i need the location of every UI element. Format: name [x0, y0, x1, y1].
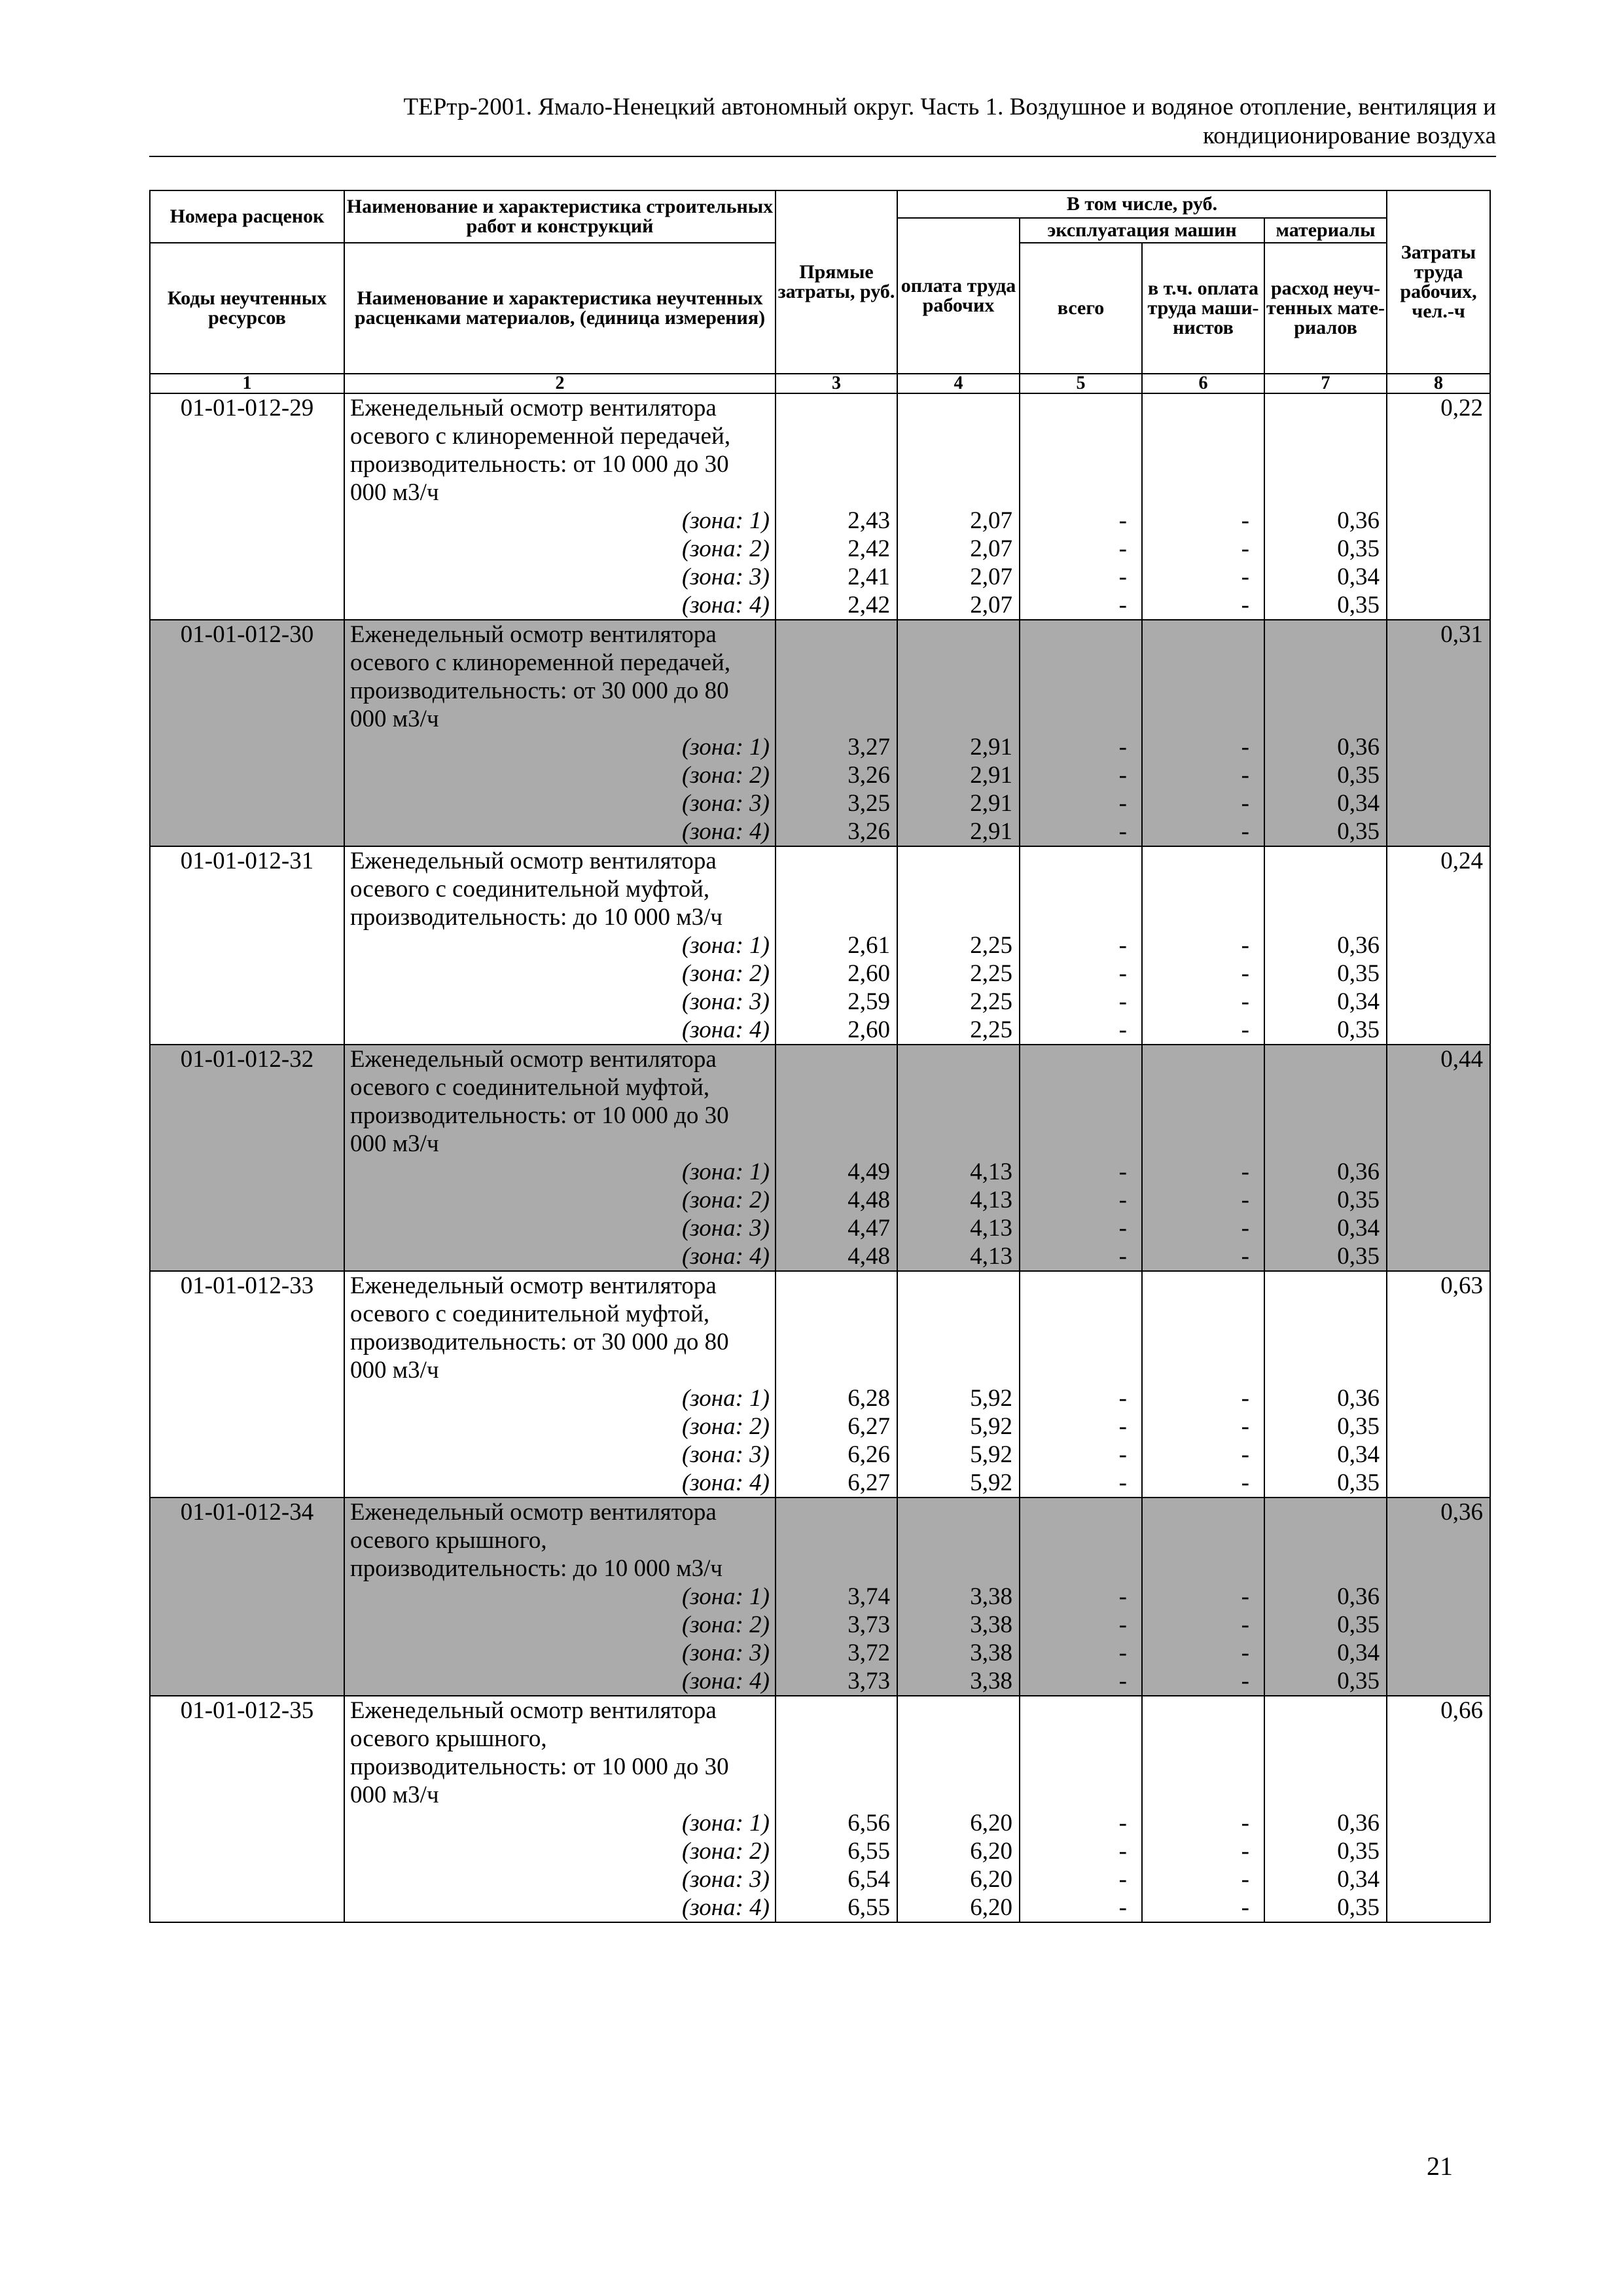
direct-cost: 6,26: [847, 1441, 890, 1468]
header-machinist-pay: в т.ч. оплата труда маши-нистов: [1142, 243, 1264, 374]
worker-pay: 4,13: [970, 1215, 1012, 1242]
direct-cost: 2,61: [847, 932, 890, 959]
labor-cost: 0,31: [1387, 620, 1490, 846]
machinist-pay: -: [1241, 790, 1249, 817]
description-text: Еженедельный осмотр вентилятора осевого с клиноременной передачей, производительность: от 10 000 до 30 000 м3/ч: [350, 395, 731, 506]
rate-description: [344, 620, 776, 846]
machinist-pay: -: [1241, 1187, 1249, 1213]
direct-cost-cell: [776, 393, 897, 620]
material-use: 0,34: [1337, 1441, 1380, 1468]
direct-cost: 3,74: [847, 1583, 890, 1610]
material-use-cell: [1264, 1271, 1387, 1498]
labor-cost: 0,24: [1387, 846, 1490, 1045]
page-number: 21: [1427, 2151, 1453, 2181]
machinist-pay: -: [1241, 592, 1249, 619]
worker-pay-cell: [897, 1271, 1020, 1498]
machine-total: -: [1118, 1243, 1127, 1270]
machine-total: -: [1118, 734, 1127, 761]
labor-cost: 0,66: [1387, 1696, 1490, 1922]
direct-cost: 2,42: [847, 535, 890, 562]
worker-pay: 5,92: [970, 1413, 1012, 1440]
direct-cost: 6,55: [847, 1894, 890, 1921]
zone-label: (зона: 1): [681, 1810, 770, 1837]
worker-pay: 5,92: [970, 1385, 1012, 1412]
labor-cost: 0,22: [1387, 393, 1490, 620]
zone-label: (зона: 1): [681, 734, 770, 761]
direct-cost: 4,48: [847, 1187, 890, 1213]
machinist-pay: -: [1241, 988, 1249, 1015]
worker-pay: 2,07: [970, 535, 1012, 562]
material-use-cell: [1264, 846, 1387, 1045]
material-use: 0,35: [1337, 1838, 1380, 1865]
header-material-name: Наименование и характеристика неучтенных расценками материалов, (единица измерения): [344, 243, 776, 374]
column-number: 6: [1142, 374, 1264, 393]
zone-label: (зона: 4): [681, 818, 770, 845]
labor-cost: 0,36: [1387, 1498, 1490, 1696]
zone-label: (зона: 3): [681, 988, 770, 1015]
zone-label: (зона: 4): [681, 1243, 770, 1270]
header-labor-costs: Затраты труда рабочих, чел.-ч: [1387, 190, 1490, 374]
machinist-pay: -: [1241, 1668, 1249, 1695]
column-number: 3: [776, 374, 897, 393]
material-use: 0,35: [1337, 1668, 1380, 1695]
zone-label: (зона: 3): [681, 1441, 770, 1468]
machine-total: -: [1118, 960, 1127, 987]
zone-label: (зона: 2): [681, 1413, 770, 1440]
worker-pay: 3,38: [970, 1583, 1012, 1610]
direct-cost: 3,27: [847, 734, 890, 761]
worker-pay: 2,25: [970, 988, 1012, 1015]
machine-total: -: [1118, 592, 1127, 619]
machinist-pay: -: [1241, 734, 1249, 761]
material-use: 0,36: [1337, 734, 1380, 761]
column-number: 7: [1264, 374, 1387, 393]
machine-total: -: [1118, 1215, 1127, 1242]
machinist-pay: -: [1241, 1441, 1249, 1468]
zone-label: (зона: 3): [681, 1640, 770, 1666]
machine-total: -: [1118, 1838, 1127, 1865]
material-use: 0,34: [1337, 1640, 1380, 1666]
machinist-pay-cell: [1142, 393, 1264, 620]
rate-description: [344, 1498, 776, 1696]
column-number: 8: [1387, 374, 1490, 393]
column-number: 1: [150, 374, 344, 393]
direct-cost: 6,56: [847, 1810, 890, 1837]
machinist-pay: -: [1241, 1640, 1249, 1666]
machinist-pay: -: [1241, 1243, 1249, 1270]
material-use: 0,35: [1337, 1469, 1380, 1496]
direct-cost-cell: [776, 1696, 897, 1922]
material-use-cell: [1264, 393, 1387, 620]
material-use: 0,35: [1337, 1187, 1380, 1213]
direct-cost: 6,27: [847, 1413, 890, 1440]
machine-total: -: [1118, 1385, 1127, 1412]
rate-code: 01-01-012-35: [150, 1696, 344, 1922]
description-text: Еженедельный осмотр вентилятора осевого с соединительной муфтой, производительность: от 30 000 до 80 000 м3/ч: [350, 1272, 729, 1384]
direct-cost: 4,49: [847, 1158, 890, 1185]
description-text: Еженедельный осмотр вентилятора осевого с клиноременной передачей, производительность: от 30 000 до 80 000 м3/ч: [350, 621, 731, 732]
material-use: 0,34: [1337, 988, 1380, 1015]
material-use: 0,36: [1337, 1385, 1380, 1412]
machine-total-cell: [1020, 1271, 1142, 1498]
zone-label: (зона: 4): [681, 592, 770, 619]
worker-pay-cell: [897, 393, 1020, 620]
material-use: 0,35: [1337, 1611, 1380, 1638]
worker-pay: 5,92: [970, 1441, 1012, 1468]
rate-description: [344, 1696, 776, 1922]
worker-pay: 3,38: [970, 1640, 1012, 1666]
zone-label: (зона: 3): [681, 1215, 770, 1242]
machine-total: -: [1118, 564, 1127, 590]
direct-cost: 3,25: [847, 790, 890, 817]
rate-description: [344, 1271, 776, 1498]
machine-total: -: [1118, 1866, 1127, 1893]
material-use: 0,36: [1337, 1158, 1380, 1185]
rate-description: [344, 1045, 776, 1271]
direct-cost: 6,54: [847, 1866, 890, 1893]
description-text: Еженедельный осмотр вентилятора осевого с соединительной муфтой, производительность: до 10 000 м3/ч: [350, 848, 723, 931]
material-use: 0,35: [1337, 1243, 1380, 1270]
direct-cost-cell: [776, 1271, 897, 1498]
direct-cost: 3,73: [847, 1668, 890, 1695]
rate-code: 01-01-012-34: [150, 1498, 344, 1696]
machine-total: -: [1118, 790, 1127, 817]
direct-cost: 2,60: [847, 1016, 890, 1043]
zone-label: (зона: 1): [681, 1385, 770, 1412]
material-use: 0,34: [1337, 564, 1380, 590]
worker-pay: 6,20: [970, 1866, 1012, 1893]
machine-total: -: [1118, 1583, 1127, 1610]
column-number: 4: [897, 374, 1020, 393]
machinist-pay-cell: [1142, 1498, 1264, 1696]
rate-description: [344, 846, 776, 1045]
machinist-pay: -: [1241, 1158, 1249, 1185]
machine-total: -: [1118, 1016, 1127, 1043]
worker-pay-cell: [897, 1045, 1020, 1271]
table-row: [150, 393, 1490, 620]
machinist-pay-cell: [1142, 1696, 1264, 1922]
worker-pay: 2,25: [970, 960, 1012, 987]
zone-label: (зона: 1): [681, 1158, 770, 1185]
machine-total: -: [1118, 1894, 1127, 1921]
worker-pay: 4,13: [970, 1158, 1012, 1185]
column-number: 5: [1020, 374, 1142, 393]
worker-pay: 2,91: [970, 762, 1012, 789]
machine-total: -: [1118, 1469, 1127, 1496]
material-use: 0,34: [1337, 1215, 1380, 1242]
worker-pay: 2,91: [970, 818, 1012, 845]
machine-total: -: [1118, 1810, 1127, 1837]
header-total: всего: [1020, 243, 1142, 374]
direct-cost: 3,73: [847, 1611, 890, 1638]
zone-label: (зона: 3): [681, 790, 770, 817]
machinist-pay: -: [1241, 1866, 1249, 1893]
worker-pay-cell: [897, 620, 1020, 846]
direct-cost: 3,26: [847, 762, 890, 789]
zone-label: (зона: 2): [681, 762, 770, 789]
worker-pay: 2,25: [970, 1016, 1012, 1043]
direct-cost: 3,72: [847, 1640, 890, 1666]
page-header: [149, 93, 1496, 151]
material-use: 0,36: [1337, 1583, 1380, 1610]
worker-pay-cell: [897, 1696, 1020, 1922]
machine-total: -: [1118, 1441, 1127, 1468]
zone-label: (зона: 4): [681, 1016, 770, 1043]
zone-label: (зона: 1): [681, 932, 770, 959]
header-rate-numbers: Номера расценок: [150, 190, 344, 243]
machine-total-cell: [1020, 393, 1142, 620]
zone-label: (зона: 1): [681, 1583, 770, 1610]
machine-total: -: [1118, 1158, 1127, 1185]
machine-total: -: [1118, 1187, 1127, 1213]
machinist-pay: -: [1241, 932, 1249, 959]
direct-cost: 3,26: [847, 818, 890, 845]
machinist-pay: -: [1241, 1469, 1249, 1496]
header-line-1: ТЕРтр-2001. Ямало-Ненецкий автономный округ. Часть 1. Воздушное и водяное отопление, вентиляция и: [403, 94, 1496, 120]
rate-code: 01-01-012-29: [150, 393, 344, 620]
labor-cost: 0,63: [1387, 1271, 1490, 1498]
table-row: [150, 846, 1490, 1045]
header-work-name: Наименование и характеристика строительных работ и конструкций: [344, 190, 776, 243]
direct-cost-cell: [776, 1498, 897, 1696]
rate-description: [344, 393, 776, 620]
worker-pay: 5,92: [970, 1469, 1012, 1496]
direct-cost: 2,41: [847, 564, 890, 590]
worker-pay: 3,38: [970, 1668, 1012, 1695]
table-row: [150, 1696, 1490, 1922]
worker-pay: 6,20: [970, 1810, 1012, 1837]
worker-pay: 2,91: [970, 734, 1012, 761]
header-including: В том числе, руб.: [897, 190, 1387, 218]
material-use: 0,36: [1337, 507, 1380, 534]
header-machine-operation: эксплуатация машин: [1020, 218, 1264, 243]
header-materials: материалы: [1264, 218, 1387, 243]
material-use: 0,35: [1337, 1413, 1380, 1440]
zone-label: (зона: 4): [681, 1469, 770, 1496]
material-use: 0,36: [1337, 932, 1380, 959]
rate-code: 01-01-012-32: [150, 1045, 344, 1271]
material-use: 0,35: [1337, 1016, 1380, 1043]
machine-total: -: [1118, 507, 1127, 534]
table-row: [150, 1045, 1490, 1271]
table-row: [150, 1271, 1490, 1498]
worker-pay: 2,91: [970, 790, 1012, 817]
zone-label: (зона: 2): [681, 1611, 770, 1638]
direct-cost: 6,55: [847, 1838, 890, 1865]
machine-total: -: [1118, 932, 1127, 959]
header-worker-pay: оплата труда рабочих: [897, 218, 1020, 374]
zone-label: (зона: 3): [681, 564, 770, 590]
worker-pay: 3,38: [970, 1611, 1012, 1638]
direct-cost-cell: [776, 1045, 897, 1271]
machinist-pay: -: [1241, 1413, 1249, 1440]
table-row: [150, 620, 1490, 846]
machinist-pay: -: [1241, 564, 1249, 590]
worker-pay: 6,20: [970, 1838, 1012, 1865]
material-use: 0,34: [1337, 790, 1380, 817]
rate-code: 01-01-012-30: [150, 620, 344, 846]
machine-total: -: [1118, 1668, 1127, 1695]
direct-cost: 6,28: [847, 1385, 890, 1412]
column-number-row: [150, 374, 1490, 393]
zone-label: (зона: 2): [681, 535, 770, 562]
material-use: 0,35: [1337, 818, 1380, 845]
machinist-pay-cell: [1142, 620, 1264, 846]
machine-total-cell: [1020, 1696, 1142, 1922]
machinist-pay: -: [1241, 960, 1249, 987]
machinist-pay: -: [1241, 762, 1249, 789]
machine-total-cell: [1020, 1498, 1142, 1696]
direct-cost: 2,43: [847, 507, 890, 534]
zone-label: (зона: 2): [681, 960, 770, 987]
worker-pay: 2,07: [970, 507, 1012, 534]
material-use: 0,35: [1337, 1894, 1380, 1921]
machinist-pay: -: [1241, 507, 1249, 534]
direct-cost: 4,47: [847, 1215, 890, 1242]
worker-pay-cell: [897, 1498, 1020, 1696]
machine-total: -: [1118, 818, 1127, 845]
machine-total-cell: [1020, 846, 1142, 1045]
material-use: 0,35: [1337, 535, 1380, 562]
worker-pay: 2,07: [970, 564, 1012, 590]
machinist-pay: -: [1241, 1215, 1249, 1242]
machine-total-cell: [1020, 1045, 1142, 1271]
machinist-pay: -: [1241, 1810, 1249, 1837]
direct-cost: 2,42: [847, 592, 890, 619]
labor-cost: 0,44: [1387, 1045, 1490, 1271]
description-text: Еженедельный осмотр вентилятора осевого крышного, производительность: от 10 000 до 30 000 м3/ч: [350, 1697, 729, 1808]
machinist-pay: -: [1241, 1385, 1249, 1412]
worker-pay-cell: [897, 846, 1020, 1045]
header-line-2: кондиционирование воздуха: [1203, 122, 1496, 149]
machinist-pay-cell: [1142, 846, 1264, 1045]
zone-label: (зона: 2): [681, 1187, 770, 1213]
machinist-pay: -: [1241, 1894, 1249, 1921]
material-use: 0,36: [1337, 1810, 1380, 1837]
zone-label: (зона: 4): [681, 1668, 770, 1695]
machinist-pay: -: [1241, 818, 1249, 845]
machine-total: -: [1118, 1413, 1127, 1440]
material-use: 0,34: [1337, 1866, 1380, 1893]
worker-pay: 4,13: [970, 1187, 1012, 1213]
worker-pay: 2,07: [970, 592, 1012, 619]
zone-label: (зона: 4): [681, 1894, 770, 1921]
material-use: 0,35: [1337, 762, 1380, 789]
rate-code: 01-01-012-31: [150, 846, 344, 1045]
machinist-pay: -: [1241, 1016, 1249, 1043]
machinist-pay: -: [1241, 535, 1249, 562]
machinist-pay-cell: [1142, 1045, 1264, 1271]
header-divider: [149, 156, 1496, 157]
machine-total: -: [1118, 535, 1127, 562]
zone-label: (зона: 1): [681, 507, 770, 534]
material-use-cell: [1264, 620, 1387, 846]
machinist-pay: -: [1241, 1611, 1249, 1638]
machine-total: -: [1118, 1640, 1127, 1666]
zone-label: (зона: 2): [681, 1838, 770, 1865]
machine-total: -: [1118, 988, 1127, 1015]
machine-total: -: [1118, 1611, 1127, 1638]
description-text: Еженедельный осмотр вентилятора осевого с соединительной муфтой, производительность: от 10 000 до 30 000 м3/ч: [350, 1046, 729, 1157]
worker-pay: 2,25: [970, 932, 1012, 959]
rate-code: 01-01-012-33: [150, 1271, 344, 1498]
header-direct-costs: Прямые затраты, руб.: [776, 190, 897, 374]
material-use-cell: [1264, 1696, 1387, 1922]
material-use: 0,35: [1337, 960, 1380, 987]
material-use: 0,35: [1337, 592, 1380, 619]
column-number: 2: [344, 374, 776, 393]
direct-cost: 2,59: [847, 988, 890, 1015]
header-resource-codes: Коды неучтенных ресурсов: [150, 243, 344, 374]
zone-label: (зона: 3): [681, 1866, 770, 1893]
machinist-pay-cell: [1142, 1271, 1264, 1498]
direct-cost: 6,27: [847, 1469, 890, 1496]
worker-pay: 4,13: [970, 1243, 1012, 1270]
header-material-use: расход неуч-тенных мате-риалов: [1264, 243, 1387, 374]
machine-total-cell: [1020, 620, 1142, 846]
worker-pay: 6,20: [970, 1894, 1012, 1921]
machinist-pay: -: [1241, 1838, 1249, 1865]
description-text: Еженедельный осмотр вентилятора осевого крышного, производительность: до 10 000 м3/ч: [350, 1499, 723, 1582]
machine-total: -: [1118, 762, 1127, 789]
direct-cost-cell: [776, 846, 897, 1045]
rates-table: [149, 190, 1491, 1923]
direct-cost: 2,60: [847, 960, 890, 987]
machinist-pay: -: [1241, 1583, 1249, 1610]
table-row: [150, 1498, 1490, 1696]
direct-cost-cell: [776, 620, 897, 846]
material-use-cell: [1264, 1045, 1387, 1271]
material-use-cell: [1264, 1498, 1387, 1696]
direct-cost: 4,48: [847, 1243, 890, 1270]
